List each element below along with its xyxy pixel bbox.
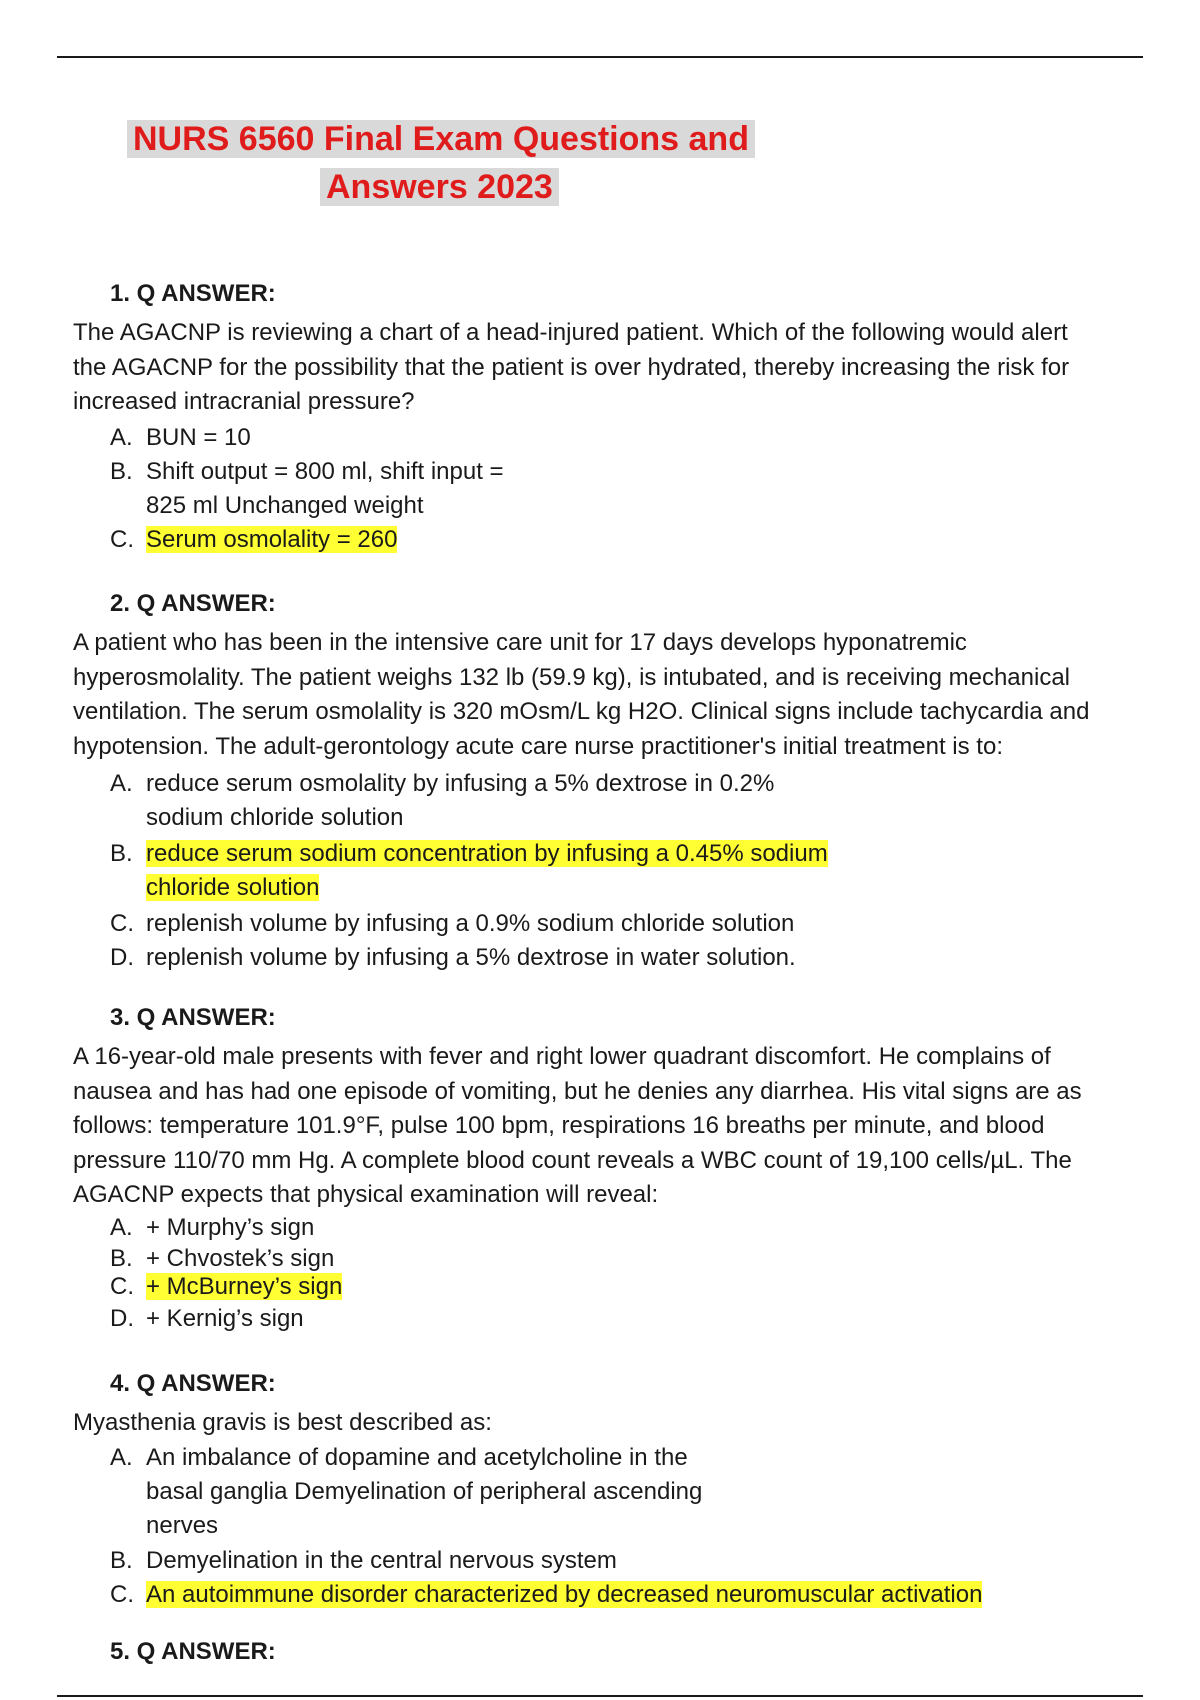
question-stem-line: the AGACNP for the possibility that the patient is over hydrated, thereby increasing the risk for bbox=[73, 353, 1070, 381]
question-stem bbox=[73, 626, 1158, 764]
document-title-line-1: NURS 6560 Final Exam Questions and bbox=[127, 116, 755, 162]
option-line: BUN = 10 bbox=[146, 424, 251, 451]
option-line: replenish volume by infusing a 0.9% sodium chloride solution bbox=[146, 910, 795, 937]
option-letter: B. bbox=[110, 458, 133, 485]
question-header: 2. Q ANSWER: bbox=[110, 590, 276, 617]
option-letter: A. bbox=[110, 1214, 133, 1241]
option-letter: B. bbox=[110, 1547, 133, 1574]
option-line: 825 ml Unchanged weight bbox=[146, 492, 424, 519]
option-letter: D. bbox=[110, 1305, 134, 1332]
highlighted-answer-line: reduce serum sodium concentration by infusing a 0.45% sodium bbox=[146, 840, 828, 867]
question-stem-line: follows: temperature 101.9°F, pulse 100 bpm, respirations 16 breaths per minute, and blood bbox=[73, 1112, 1045, 1139]
option-letter: B. bbox=[110, 1245, 133, 1272]
option-line: + Kernig’s sign bbox=[146, 1305, 304, 1332]
option-line: nerves bbox=[146, 1512, 219, 1539]
option-text bbox=[146, 837, 828, 905]
question-stem bbox=[73, 1040, 1158, 1213]
document-title-line-2: Answers 2023 bbox=[320, 164, 559, 210]
option-letter: C. bbox=[110, 1273, 134, 1300]
option-line: + Murphy’s sign bbox=[146, 1214, 315, 1241]
question-stem-line: increased intracranial pressure? bbox=[73, 388, 415, 415]
answer-option bbox=[110, 455, 504, 519]
option-text bbox=[146, 1270, 342, 1304]
option-text bbox=[146, 523, 397, 557]
question-stem-line: nausea and has had one episode of vomiting, but he denies any diarrhea. His vital signs are as bbox=[73, 1077, 1082, 1105]
question-stem-line: AGACNP expects that physical examination will reveal: bbox=[73, 1181, 659, 1208]
option-text bbox=[146, 1578, 982, 1612]
question-header: 1. Q ANSWER: bbox=[110, 280, 276, 307]
answer-option bbox=[110, 1302, 304, 1336]
option-letter: A. bbox=[110, 1444, 133, 1471]
option-text bbox=[146, 1214, 314, 1242]
question-stem-line: pressure 110/70 mm Hg. A complete blood count reveals a WBC count of 19,100 cells/µL. The bbox=[73, 1146, 1072, 1174]
highlighted-answer-line: Serum osmolality = 260 bbox=[146, 526, 398, 553]
answer-option bbox=[110, 421, 251, 455]
answer-option bbox=[110, 1547, 617, 1574]
question-stem-line: A 16-year-old male presents with fever and right lower quadrant discomfort. He complains of bbox=[73, 1043, 1051, 1070]
question-header: 5. Q ANSWER: bbox=[110, 1638, 276, 1665]
option-line: sodium chloride solution bbox=[146, 804, 404, 831]
question-stem-line: A patient who has been in the intensive care unit for 17 days develops hyponatremic bbox=[73, 629, 967, 656]
highlighted-answer-line: + McBurney’s sign bbox=[146, 1273, 343, 1300]
question-header: 4. Q ANSWER: bbox=[110, 1370, 276, 1397]
option-text bbox=[146, 767, 774, 835]
option-line: + Chvostek’s sign bbox=[146, 1245, 335, 1272]
answer-option-correct bbox=[110, 1270, 343, 1304]
option-text bbox=[146, 1441, 702, 1543]
option-letter: A. bbox=[110, 424, 133, 451]
option-text bbox=[146, 455, 504, 523]
option-line: Demyelination in the central nervous system bbox=[146, 1547, 617, 1574]
option-line: replenish volume by infusing a 5% dextrose in water solution. bbox=[146, 944, 796, 971]
option-letter: C. bbox=[110, 526, 134, 553]
option-text bbox=[146, 941, 796, 975]
highlighted-answer-line: chloride solution bbox=[146, 874, 320, 901]
answer-option bbox=[110, 907, 795, 941]
option-letter: C. bbox=[110, 1581, 134, 1608]
answer-option-correct bbox=[110, 837, 828, 901]
question-stem-line: hypotension. The adult-gerontology acute care nurse practitioner's initial treatment is to: bbox=[73, 732, 1003, 760]
answer-option bbox=[110, 767, 775, 831]
option-letter: D. bbox=[110, 944, 134, 971]
answer-option-correct bbox=[110, 1578, 983, 1612]
option-line: basal ganglia Demyelination of peripheral ascending bbox=[146, 1478, 703, 1505]
question-stem-line: hyperosmolality. The patient weighs 132 lb (59.9 kg), is intubated, and is receiving mechanical bbox=[73, 663, 1070, 691]
option-text bbox=[146, 421, 251, 455]
option-text bbox=[146, 907, 794, 941]
option-text bbox=[146, 1302, 304, 1336]
question-stem-line: ventilation. The serum osmolality is 320 mOsm/L kg H2O. Clinical signs include tachycardia and bbox=[73, 698, 1090, 725]
option-letter: B. bbox=[110, 840, 133, 867]
option-text bbox=[146, 1548, 617, 1574]
answer-option bbox=[110, 941, 796, 975]
question-stem bbox=[73, 316, 1158, 420]
answer-option bbox=[110, 1214, 315, 1242]
top-rule bbox=[57, 56, 1143, 58]
bottom-rule bbox=[57, 1695, 1143, 1697]
highlighted-answer-line: An autoimmune disorder characterized by decreased neuromuscular activation bbox=[146, 1581, 983, 1608]
question-stem-line: Myasthenia gravis is best described as: bbox=[73, 1409, 492, 1436]
answer-option bbox=[110, 1441, 703, 1539]
question-stem bbox=[73, 1406, 1158, 1441]
question-header: 3. Q ANSWER: bbox=[110, 1004, 276, 1031]
question-stem-line: The AGACNP is reviewing a chart of a head-injured patient. Which of the following would alert bbox=[73, 319, 1068, 346]
option-line: An imbalance of dopamine and acetylcholine in the bbox=[146, 1444, 688, 1471]
option-line: reduce serum osmolality by infusing a 5% dextrose in 0.2% bbox=[146, 770, 775, 797]
option-line: Shift output = 800 ml, shift input = bbox=[146, 458, 504, 485]
answer-option-correct bbox=[110, 523, 398, 557]
option-letter: A. bbox=[110, 770, 133, 797]
option-letter: C. bbox=[110, 910, 134, 937]
